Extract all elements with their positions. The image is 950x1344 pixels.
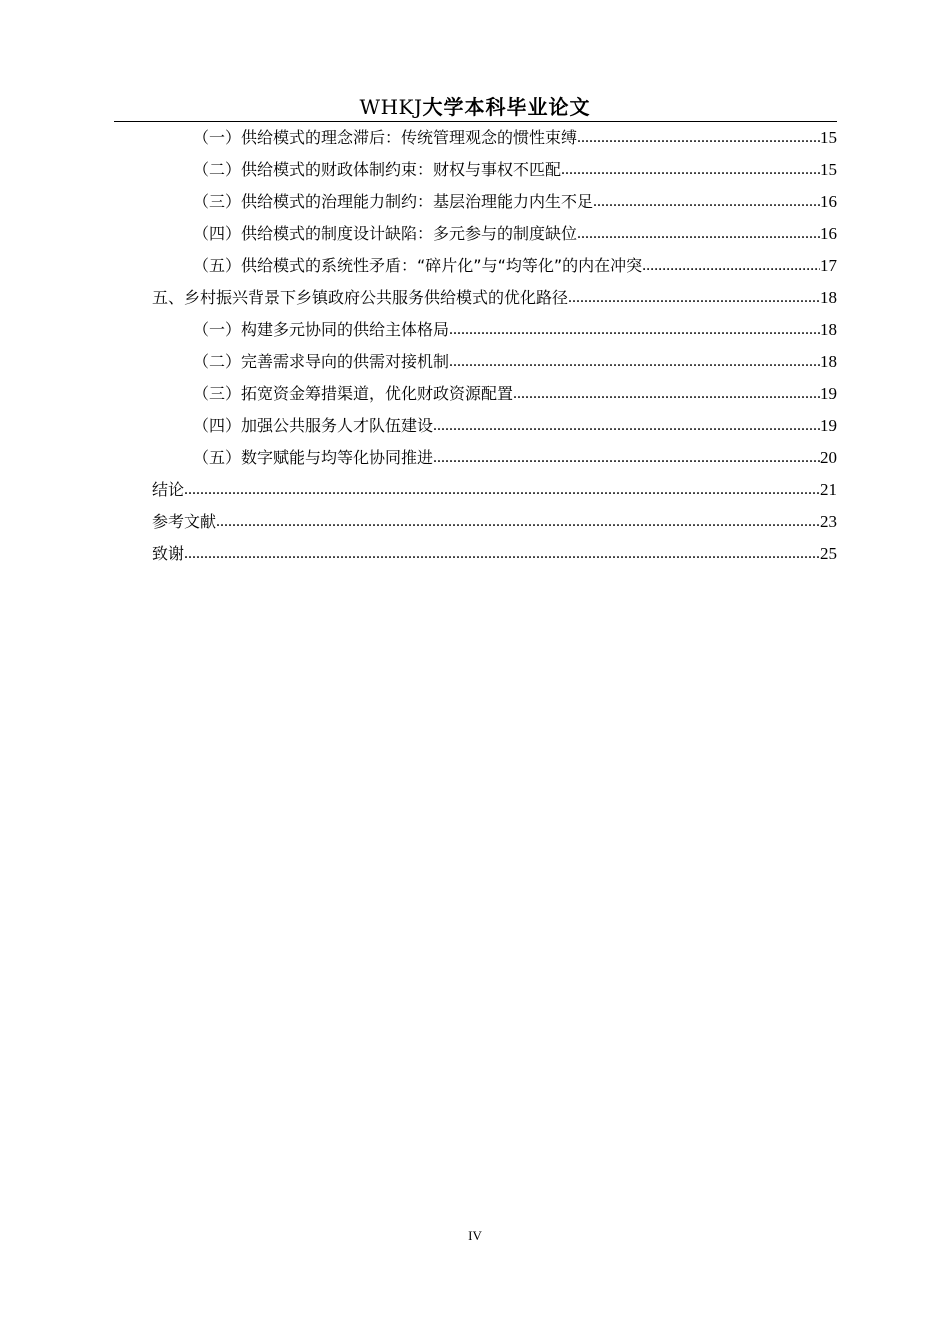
toc-entry[interactable] <box>193 154 837 186</box>
toc-dot-leader <box>593 186 820 218</box>
toc-page-number: 16 <box>820 192 837 211</box>
toc-dot-leader <box>561 154 820 186</box>
toc-chapter-entry[interactable] <box>152 474 837 506</box>
toc-page-number: 18 <box>820 288 837 307</box>
toc-chapter-entry[interactable] <box>152 538 837 570</box>
toc-entry[interactable] <box>193 442 837 474</box>
toc-page-number: 19 <box>820 384 837 403</box>
toc-entry-title: （五）供给模式的系统性矛盾：“碎片化”与“均等化”的内在冲突 <box>193 256 643 275</box>
toc-entry-title: 致谢 <box>152 544 185 563</box>
toc-page-number: 23 <box>820 512 837 531</box>
toc-entry-title: 参考文献 <box>152 512 217 531</box>
toc-dot-leader <box>577 218 820 250</box>
header-latin: WHKJ <box>359 95 423 119</box>
toc-entry-title: （一）供给模式的理念滞后：传统管理观念的惯性束缚 <box>193 128 578 147</box>
toc-dot-leader <box>184 538 820 570</box>
toc-entry[interactable] <box>193 378 837 410</box>
toc-entry[interactable] <box>193 122 837 154</box>
toc-dot-leader <box>449 314 820 346</box>
toc-page-number: 16 <box>820 224 837 243</box>
toc-entry-title: （三）供给模式的治理能力制约：基层治理能力内生不足 <box>193 192 594 211</box>
toc-page-number: 15 <box>820 160 837 179</box>
toc-dot-leader <box>513 378 820 410</box>
toc-page-number: 18 <box>820 320 837 339</box>
toc-page-number: 20 <box>820 448 837 467</box>
toc-entry-title: （二）完善需求导向的供需对接机制 <box>193 352 450 371</box>
toc-page-number: 19 <box>820 416 837 435</box>
toc-entry-title: （一）构建多元协同的供给主体格局 <box>193 320 450 339</box>
toc-entry-title: （二）供给模式的财政体制约束：财权与事权不匹配 <box>193 160 562 179</box>
toc-entry[interactable] <box>193 410 837 442</box>
toc-entry[interactable] <box>193 346 837 378</box>
toc-entry[interactable] <box>193 218 837 250</box>
page-number: IV <box>468 1228 482 1243</box>
toc-entry-title: 五、乡村振兴背景下乡镇政府公共服务供给模式的优化路径 <box>152 288 569 307</box>
toc-dot-leader <box>184 474 820 506</box>
toc-page-number: 17 <box>820 256 837 275</box>
toc-entry[interactable] <box>193 186 837 218</box>
toc-entry-title: （四）加强公共服务人才队伍建设 <box>193 416 434 435</box>
toc-page-number: 18 <box>820 352 837 371</box>
toc-page-number: 25 <box>820 544 837 563</box>
toc-dot-leader <box>642 250 820 282</box>
header-chinese: 大学本科毕业论文 <box>422 95 591 119</box>
toc-dot-leader <box>449 346 820 378</box>
toc-entry-title: （四）供给模式的制度设计缺陷：多元参与的制度缺位 <box>193 224 578 243</box>
toc-dot-leader <box>433 442 820 474</box>
toc-page-number: 15 <box>820 128 837 147</box>
toc-dot-leader <box>577 122 820 154</box>
toc-dot-leader <box>216 506 820 538</box>
toc-entry-title: （三）拓宽资金筹措渠道，优化财政资源配置 <box>193 384 514 403</box>
toc-chapter-entry[interactable] <box>152 282 837 314</box>
toc-page-number: 21 <box>820 480 837 499</box>
toc-dot-leader <box>568 282 820 314</box>
toc-entry[interactable] <box>193 314 837 346</box>
toc-entry-title: 结论 <box>152 480 185 499</box>
running-header <box>0 94 950 120</box>
toc-entry-title: （五）数字赋能与均等化协同推进 <box>193 448 434 467</box>
toc-dot-leader <box>433 410 820 442</box>
toc-chapter-entry[interactable] <box>152 506 837 538</box>
toc-entry[interactable] <box>193 250 837 282</box>
